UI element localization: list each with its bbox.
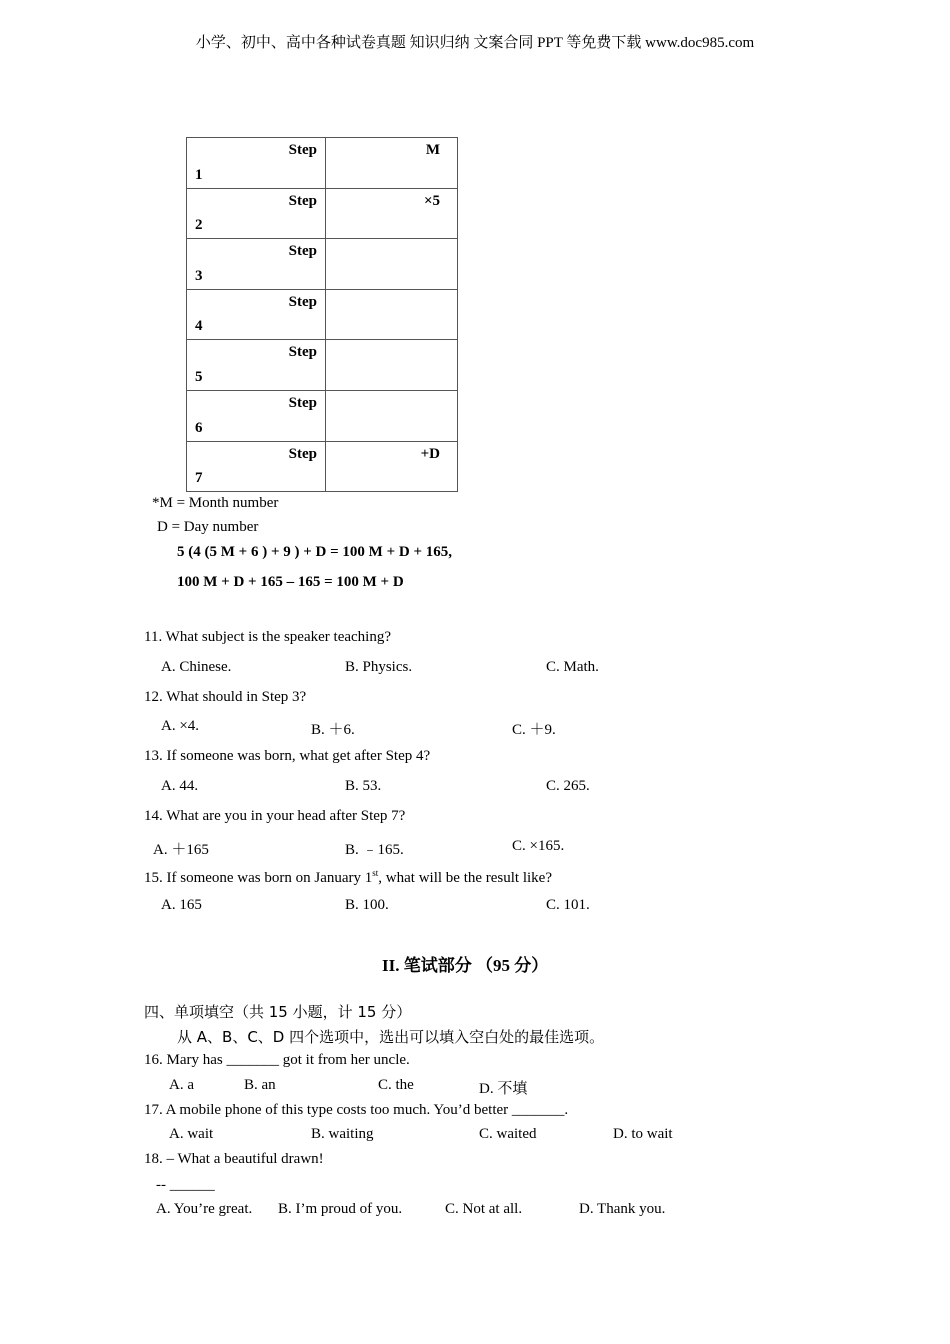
question-15 [144, 868, 552, 887]
step-label: Step [288, 394, 317, 411]
question-18: 18. – What a beautiful drawn! [144, 1151, 324, 1167]
option: B. ﹣165. [345, 842, 404, 858]
step-label: Step [288, 293, 317, 310]
question-11: 11. What subject is the speaker teaching? [144, 629, 391, 645]
option: A. Chinese. [161, 659, 232, 675]
question-13: 13. If someone was born, what get after Step 4? [144, 748, 431, 764]
equation-2: 100 M + D + 165 – 165 = 100 M + D [177, 574, 404, 590]
step-cell [187, 239, 326, 290]
operation-cell [326, 340, 458, 391]
option: C. waited [479, 1126, 537, 1142]
option: C. ×165. [512, 838, 565, 854]
q15-text: 15. If someone was born on January 1 [144, 870, 373, 886]
option: B. ＋6. [311, 722, 355, 738]
step-label: Step [288, 142, 317, 158]
option: B. Physics. [345, 659, 413, 675]
step-label: Step [288, 192, 317, 209]
option: A. 44. [161, 778, 199, 794]
part-title: 四、单项填空（共 15 小题，计 15 分） [144, 1003, 412, 1021]
step-number: 2 [195, 217, 203, 234]
option: A. ＋165 [153, 842, 209, 858]
q15-sup: st [372, 868, 379, 878]
option: A. wait [169, 1126, 214, 1142]
answer-blank: -- ______ [156, 1177, 215, 1193]
option: A. ×4. [161, 718, 200, 734]
step-number: 7 [195, 470, 203, 487]
step-cell [187, 340, 326, 391]
question-17: 17. A mobile phone of this type costs too much. You’d better _______. [144, 1102, 569, 1118]
operation-cell [326, 289, 458, 340]
page-header: 小学、初中、高中各种试卷真题 知识归纳 文案合同 PPT 等免费下载 www.doc985.com [195, 35, 755, 51]
option: D. 不填 [479, 1081, 528, 1097]
step-number: 4 [195, 318, 203, 335]
question-12: 12. What should in Step 3? [144, 689, 307, 705]
step-label: Step [288, 445, 317, 462]
note-month: *M = Month number [152, 495, 279, 511]
option: D. Thank you. [579, 1201, 666, 1217]
operation-cell [326, 188, 458, 239]
operation-cell [326, 138, 458, 189]
operation-value: M [425, 142, 440, 158]
option: A. You’re great. [156, 1201, 253, 1217]
step-cell [187, 441, 326, 492]
option: A. a [169, 1077, 194, 1093]
operation-cell [326, 390, 458, 441]
option: C. Not at all. [445, 1201, 523, 1217]
step-cell [187, 138, 326, 189]
option: B. an [244, 1077, 276, 1093]
table-row [187, 239, 458, 290]
option: C. Math. [546, 659, 599, 675]
step-cell [187, 289, 326, 340]
option: B. waiting [311, 1126, 374, 1142]
section-title: II. 笔试部分 （95 分） [382, 956, 549, 975]
operation-cell [326, 239, 458, 290]
table-row [187, 340, 458, 391]
operation-value: +D [420, 445, 440, 462]
option: C. 265. [546, 778, 590, 794]
operation-value: ×5 [423, 192, 440, 209]
option: B. 53. [345, 778, 382, 794]
instruction: 从 A、B、C、D 四个选项中，选出可以填入空白处的最佳选项。 [177, 1028, 605, 1046]
option: B. 100. [345, 897, 389, 913]
question-14: 14. What are you in your head after Step 7? [144, 808, 406, 824]
option: C. 101. [546, 897, 590, 913]
step-number: 3 [195, 267, 203, 284]
step-label: Step [288, 344, 317, 361]
table-row [187, 138, 458, 189]
q15-text-end: , what will be the result like? [378, 870, 552, 886]
equation-1: 5 (4 (5 M + 6 ) + 9 ) + D = 100 M + D + 165, [177, 544, 452, 560]
option: A. 165 [161, 897, 202, 913]
note-day: D = Day number [157, 519, 259, 535]
operation-cell [326, 441, 458, 492]
table-row [187, 289, 458, 340]
option: C. the [378, 1077, 414, 1093]
table-row [187, 390, 458, 441]
table-row [187, 441, 458, 492]
step-cell [187, 390, 326, 441]
step-number: 1 [195, 166, 203, 183]
question-16: 16. Mary has _______ got it from her uncle. [144, 1052, 410, 1068]
step-number: 5 [195, 368, 203, 385]
table-row [187, 188, 458, 239]
step-cell [187, 188, 326, 239]
option: B. I’m proud of you. [278, 1201, 403, 1217]
steps-table [186, 137, 458, 492]
step-label: Step [288, 243, 317, 260]
option: D. to wait [613, 1126, 673, 1142]
step-number: 6 [195, 419, 203, 436]
option: C. ＋9. [512, 722, 556, 738]
